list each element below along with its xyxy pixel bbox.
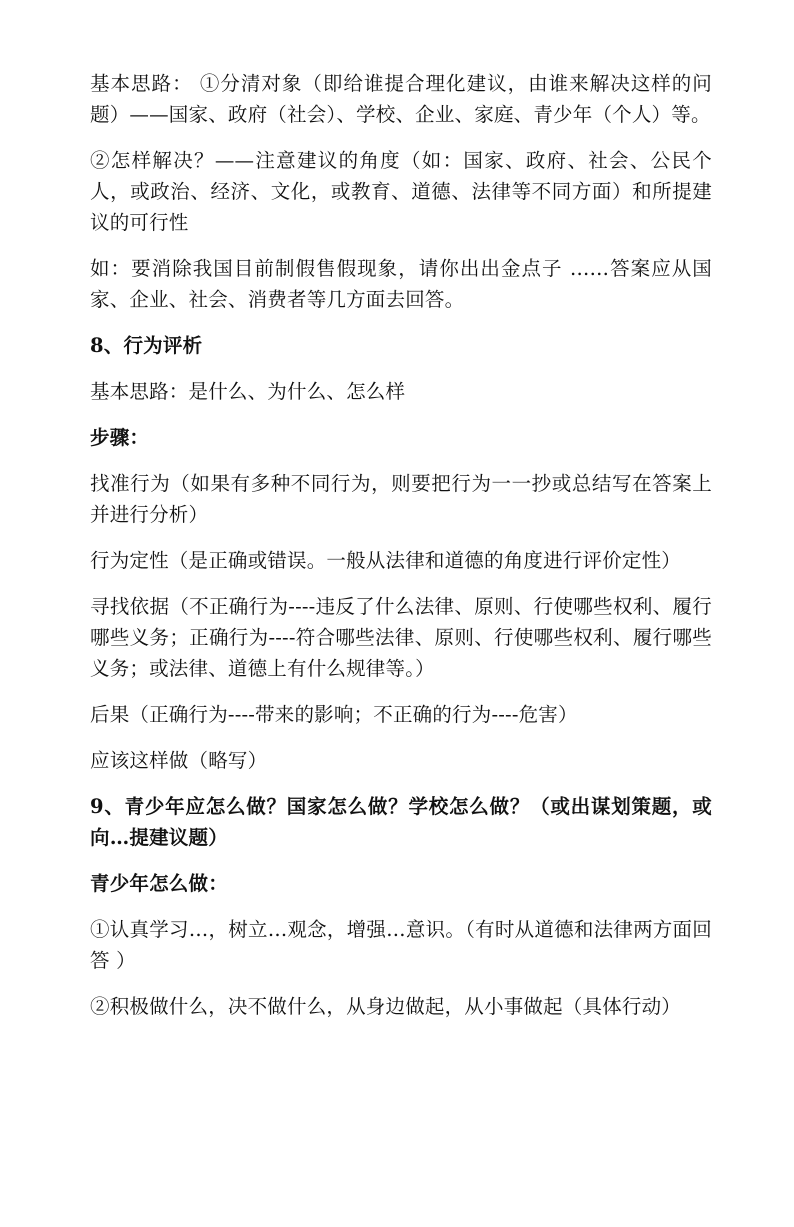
heading-youth-what-to-do: 青少年怎么做： [90, 872, 228, 895]
paragraph-example: 如：要消除我国目前制假售假现象，请你出出金点子 ……答案应从国家、企业、社会、消费者等几方面去回答。 [90, 257, 712, 311]
paragraph-step-should-do: 应该这样做（略写） [90, 749, 268, 772]
paragraph-youth-study: ①认真学习…，树立…观念，增强…意识。（有时从道德和法律两方面回答 ） [90, 918, 712, 972]
heading-what-to-do: 9、青少年应怎么做？国家怎么做？学校怎么做？（或出谋划策题，或向…提建议题） [90, 795, 712, 849]
paragraph-step-consequence: 后果（正确行为----带来的影响；不正确的行为----危害） [90, 703, 578, 726]
document-page [90, 68, 712, 1037]
paragraph-basic-approach-2: 基本思路：是什么、为什么、怎么样 [90, 380, 406, 403]
paragraph-basic-approach: 基本思路： ①分清对象（即给谁提合理化建议，由谁来解决这样的问题）——国家、政府（社会）、学校、企业、家庭、青少年（个人）等。 [90, 72, 712, 126]
paragraph-how-to-solve: ②怎样解决？——注意建议的角度（如：国家、政府、社会、公民个人，或政治、经济、文化，或教育、道德、法律等不同方面）和所提建议的可行性 [90, 149, 712, 234]
paragraph-step-basis: 寻找依据（不正确行为----违反了什么法律、原则、行使哪些权利、履行哪些义务；正确行为----符合哪些法律、原则、行使哪些权利、履行哪些义务；或法律、道德上有什么规律等。） [90, 595, 712, 680]
heading-steps: 步骤： [90, 426, 150, 449]
paragraph-youth-action: ②积极做什么，决不做什么，从身边做起，从小事做起（具体行动） [90, 995, 682, 1018]
heading-behavior-analysis: 8、行为评析 [90, 334, 203, 357]
paragraph-step-identify: 找准行为（如果有多种不同行为，则要把行为一一抄或总结写在答案上并进行分析） [90, 472, 712, 526]
paragraph-step-characterize: 行为定性（是正确或错误。一般从法律和道德的角度进行评价定性） [90, 549, 682, 572]
